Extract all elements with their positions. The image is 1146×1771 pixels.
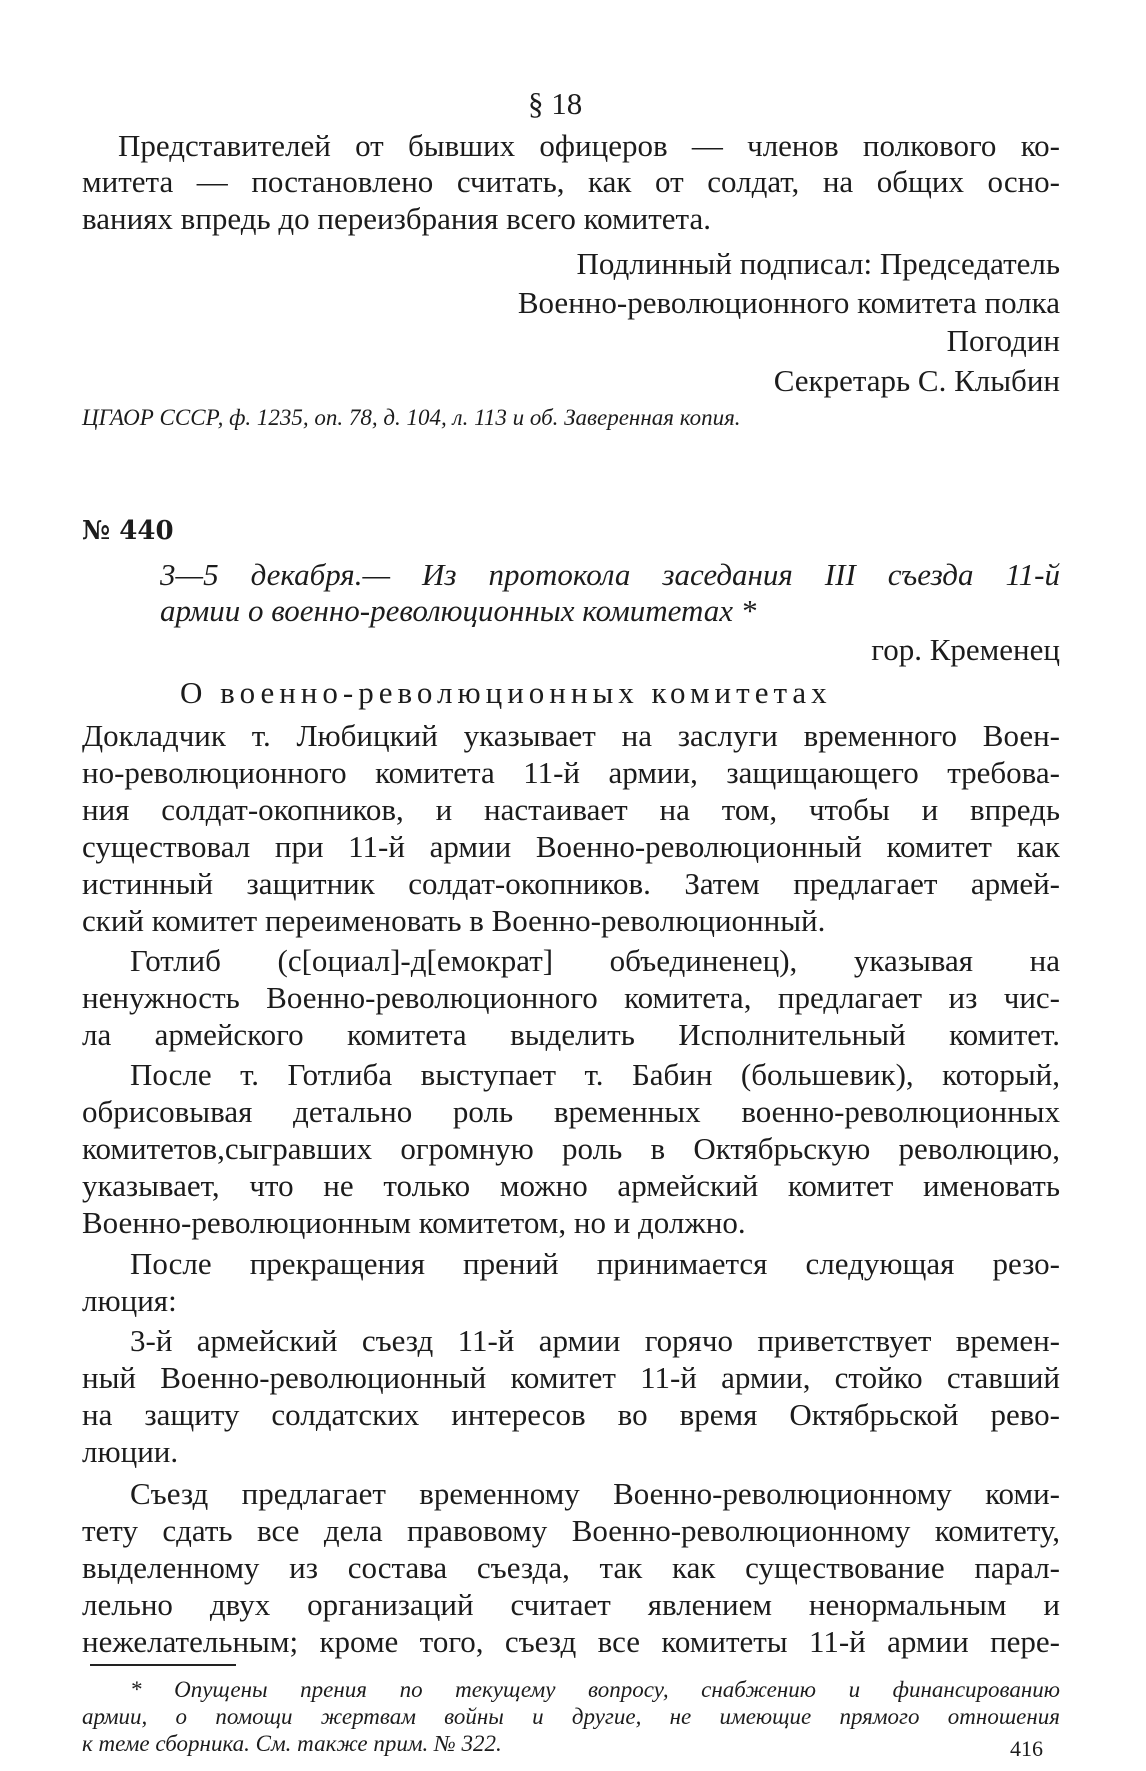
document-subheading: О военно-революционных комитетах [180,675,832,710]
body-line: указывает, что не только можно армейский комитет именовать [82,1168,1060,1203]
body-line: выделенному из состава съезда, так как существование парал- [82,1550,1060,1585]
body-line: Готлиб (с[оциал]-д[емократ] объединенец), указывая на [130,943,1060,978]
body-line: ла армейского комитета выделить Исполнительный комитет. [82,1017,1060,1052]
signature-line: Военно-революционного комитета полка [517,285,1060,320]
body-line: ский комитет переименовать в Военно-революционный. [82,903,826,938]
body-line: После прекращения прений принимается следующая резо- [130,1246,1060,1281]
archive-source: ЦГАОР СССР, ф. 1235, оп. 78, д. 104, л. 113 и об. Заверенная копия. [82,405,741,430]
body-line: Докладчик т. Любицкий указывает на заслуги временного Воен- [82,718,1060,753]
section-number: § 18 [528,86,583,121]
body-line: люция: [82,1283,177,1318]
document-title-line: армии о военно-революционных комитетах * [160,593,757,628]
body-line: на защиту солдатских интересов во время Октябрьской рево- [82,1397,1060,1432]
footnote-line: к теме сборника. См. также прим. № 322. [82,1731,502,1756]
body-line: Съезд предлагает временному Военно-революционному коми- [130,1476,1060,1511]
body-line: но-революционного комитета 11-й армии, защищающего требова- [82,755,1060,790]
body-line: 3-й армейский съезд 11-й армии горячо приветствует времен- [130,1323,1060,1358]
body-line: ненужность Военно-революционного комитета, предлагает из чис- [82,980,1060,1015]
body-line: существовал при 11-й армии Военно-революционный комитет как [82,829,1060,864]
section-text-line: митета — постановлено считать, как от солдат, на общих осно- [82,164,1060,199]
body-line: нежелательным; кроме того, съезд все комитеты 11-й армии пере- [82,1624,1060,1659]
footnote-rule [90,1664,236,1666]
page-number: 416 [1010,1736,1043,1761]
body-line: тету сдать все дела правовому Военно-революционному комитету, [82,1513,1060,1548]
document-place: гор. Кременец [871,632,1060,667]
signature-line: Погодин [946,323,1060,358]
body-line: Военно-революционным комитетом, но и должно. [82,1205,746,1240]
body-line: люции. [82,1434,179,1469]
footnote-line: армии, о помощи жертвам войны и другие, не имеющие прямого отношения [82,1704,1060,1729]
body-line: обрисовывая детально роль временных военно-революционных [82,1094,1060,1129]
body-line: лельно двух организаций считает явлением ненормальным и [82,1587,1060,1622]
body-line: истинный защитник солдат-окопников. Затем предлагает армей- [82,866,1060,901]
document-number: № 440 [82,516,174,546]
body-line: ный Военно-революционный комитет 11-й армии, стойко ставший [82,1360,1060,1395]
footnote-line: * Опущены прения по текущему вопросу, снабжению и финансированию [130,1677,1060,1702]
body-line: После т. Готлиба выступает т. Бабин (большевик), который, [130,1057,1060,1092]
signature-line: Секретарь С. Клыбин [773,363,1060,398]
document-title-line: 3—5 декабря.— Из протокола заседания III съезда 11-й [160,557,1060,592]
signature-line: Подлинный подписал: Председатель [576,246,1060,281]
section-text-line: Представителей от бывших офицеров — членов полкового ко- [118,128,1060,163]
section-text-line: ваниях впредь до переизбрания всего комитета. [82,201,711,236]
body-line: ния солдат-окопников, и настаивает на том, чтобы и впредь [82,792,1060,827]
body-line: комитетов,сыгравших огромную роль в Октябрьскую революцию, [82,1131,1060,1166]
